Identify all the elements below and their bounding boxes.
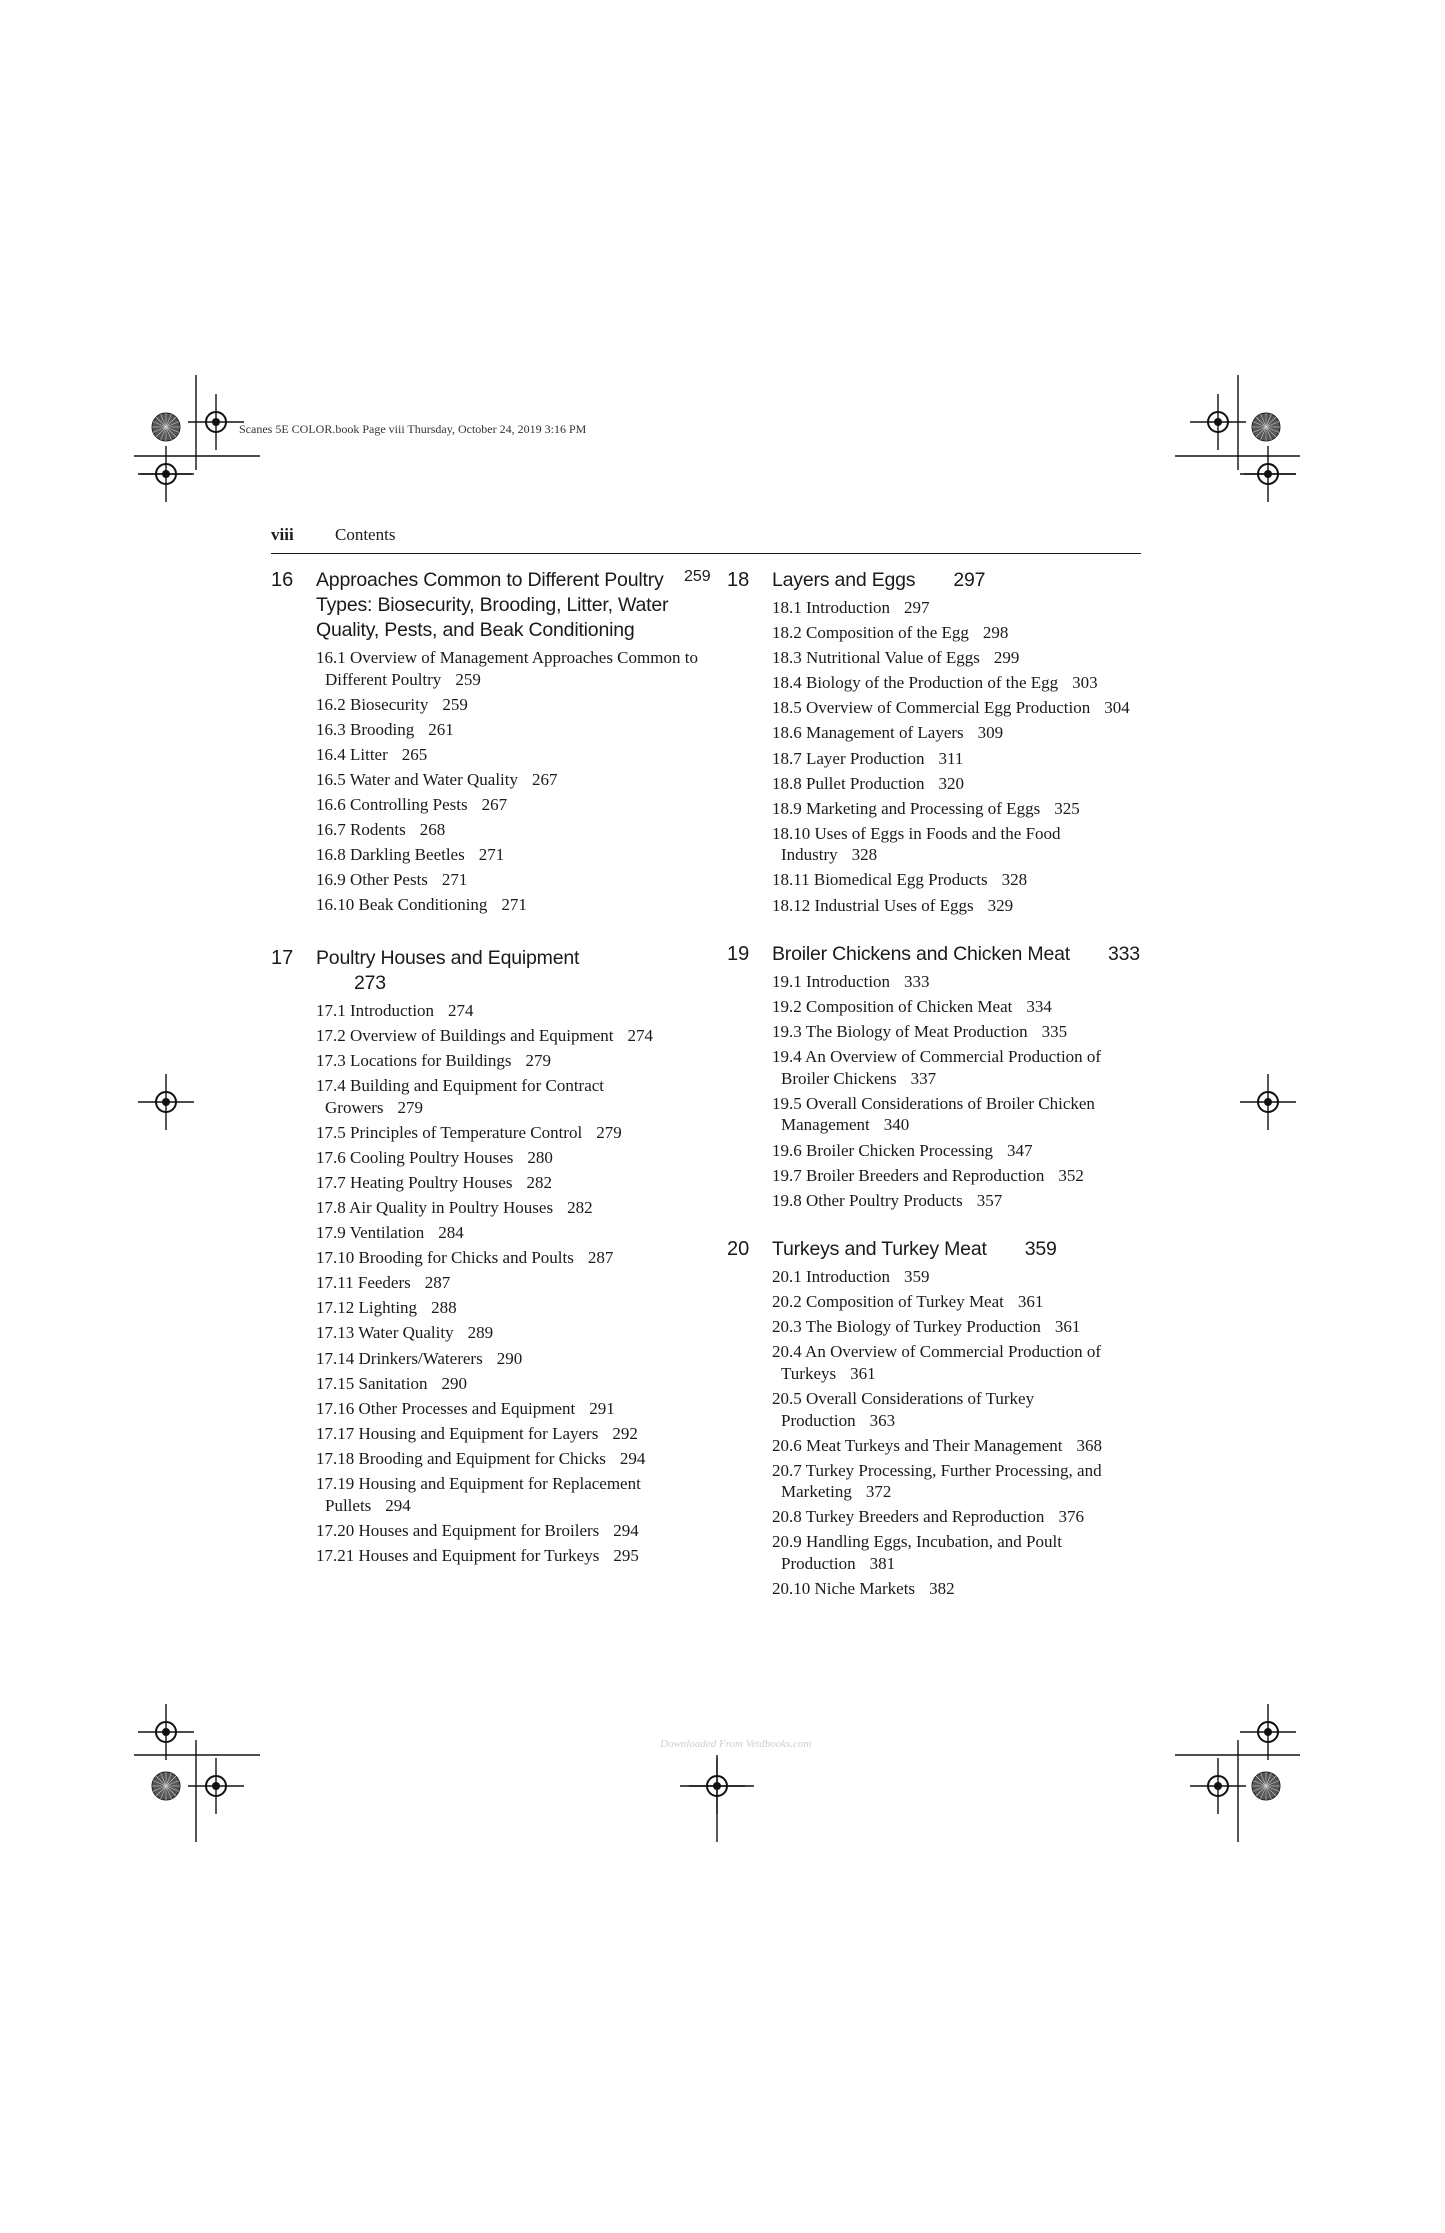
toc-entry-page: 265 xyxy=(401,744,428,764)
toc-entry-page: 309 xyxy=(977,723,1004,743)
toc-entry-page: 334 xyxy=(1026,997,1052,1017)
toc-entry-page: 267 xyxy=(532,769,558,789)
toc-entry-page: 333 xyxy=(904,972,930,992)
toc-entry-page: 361 xyxy=(1017,1292,1044,1312)
toc-entry-title: 18.3 Nutritional Value of Eggs xyxy=(772,648,980,668)
toc-entry-title: 20.3 The Biology of Turkey Production xyxy=(772,1317,1041,1337)
chapter-page-number: 359 xyxy=(1024,1238,1057,1261)
toc-entry-page: 299 xyxy=(993,648,1020,668)
chapter-page-number: 333 xyxy=(1107,943,1140,966)
toc-entry-title: 16.6 Controlling Pests xyxy=(316,794,468,814)
toc-entry-page: 291 xyxy=(589,1398,615,1418)
toc-entry-title: 17.6 Cooling Poultry Houses xyxy=(316,1147,514,1167)
chapter-number: 17 xyxy=(271,946,294,969)
chapter-page-number: 297 xyxy=(953,569,986,591)
folio-page-number: viii xyxy=(271,525,294,544)
toc-entry-title: 19.4 An Overview of Commercial Production of Broiler Chickens xyxy=(772,1047,1102,1088)
toc-entry-title: 16.5 Water and Water Quality xyxy=(316,769,518,789)
toc-entry-page: 271 xyxy=(478,845,505,865)
toc-entry-title: 18.2 Composition of the Egg xyxy=(772,623,969,643)
toc-entry-page: 288 xyxy=(431,1298,457,1318)
toc-entry-page: 298 xyxy=(982,623,1009,643)
toc-entry-page: 381 xyxy=(869,1553,896,1573)
toc-entry-page: 271 xyxy=(441,870,468,890)
toc-entry-page: 267 xyxy=(481,794,508,814)
toc-entry-title: 20.10 Niche Markets xyxy=(772,1579,916,1599)
toc-entry-title: 17.15 Sanitation xyxy=(316,1373,428,1393)
toc-entry-page: 284 xyxy=(438,1223,464,1243)
toc-entry-title: 17.1 Introduction xyxy=(316,1000,435,1020)
toc-entry-title: 17.14 Drinkers/Waterers xyxy=(316,1348,483,1368)
toc-entry-title: 19.3 The Biology of Meat Production xyxy=(772,1022,1028,1042)
toc-entry-page: 328 xyxy=(1001,870,1028,890)
toc-entry-page: 328 xyxy=(851,845,878,865)
toc-entry-title: 18.8 Pullet Production xyxy=(772,773,925,793)
toc-entry-title: 18.12 Industrial Uses of Eggs xyxy=(772,895,974,915)
toc-entry-title: 16.8 Darkling Beetles xyxy=(316,845,465,865)
toc-entry-title: 18.6 Management of Layers xyxy=(772,723,964,743)
registration-dot xyxy=(1214,418,1222,426)
toc-entry-title: 20.6 Meat Turkeys and Their Management xyxy=(772,1435,1063,1455)
toc-entry-page: 259 xyxy=(455,669,481,689)
toc-entry-title: 18.9 Marketing and Processing of Eggs xyxy=(772,798,1041,818)
toc-entry-title: 17.3 Locations for Buildings xyxy=(316,1051,512,1071)
toc-entry-title: 20.5 Overall Considerations of Turkey Production xyxy=(772,1389,1035,1430)
registration-dot xyxy=(212,1782,220,1790)
toc-entry-title: 20.1 Introduction xyxy=(772,1267,891,1287)
toc-entry-page: 268 xyxy=(419,820,446,840)
toc-entry-title: 17.2 Overview of Buildings and Equipment xyxy=(316,1025,614,1045)
registration-dot xyxy=(1214,1782,1222,1790)
toc-entry-title: 16.3 Brooding xyxy=(316,719,415,739)
toc-entry-page: 352 xyxy=(1058,1165,1084,1185)
toc-entry-page: 289 xyxy=(467,1323,494,1343)
toc-entry-title: 17.16 Other Processes and Equipment xyxy=(316,1398,576,1418)
toc-entry-title: 17.8 Air Quality in Poultry Houses xyxy=(316,1198,554,1217)
toc-entry-page: 279 xyxy=(596,1122,622,1142)
toc-entry-page: 294 xyxy=(619,1448,646,1468)
chapter-number: 19 xyxy=(727,943,750,966)
toc-entry-page: 363 xyxy=(869,1410,896,1430)
toc-entry-page: 280 xyxy=(527,1147,553,1167)
toc-entry-title: 17.21 Houses and Equipment for Turkeys xyxy=(316,1545,600,1565)
toc-entry-title: 17.17 Housing and Equipment for Layers xyxy=(316,1423,599,1443)
toc-entry-page: 282 xyxy=(526,1172,552,1192)
toc-entry-title: 17.4 Building and Equipment for Contract Growers xyxy=(316,1076,605,1117)
toc-entry-page: 261 xyxy=(428,719,454,739)
chapter-page-number: 259 xyxy=(684,568,711,585)
toc-entry-title: 16.9 Other Pests xyxy=(316,870,428,890)
toc-entry-page: 357 xyxy=(976,1190,1003,1210)
toc-entry-title: 17.18 Brooding and Equipment for Chicks xyxy=(316,1448,606,1468)
toc-entry-title: 18.11 Biomedical Egg Products xyxy=(772,870,988,890)
chapter-title-text: Poultry Houses and Equipment xyxy=(316,946,580,969)
toc-entry-title: 19.2 Composition of Chicken Meat xyxy=(772,997,1013,1017)
toc-entry-title: 16.1 Overview of Management Approaches Common to Different Poultry xyxy=(316,648,698,689)
toc-entry-page: 337 xyxy=(910,1068,937,1088)
toc-entry-title: 17.12 Lighting xyxy=(316,1298,418,1318)
toc-entry-page: 287 xyxy=(587,1248,614,1268)
toc-entry-title: 17.11 Feeders xyxy=(316,1273,411,1293)
registration-dot xyxy=(1264,1098,1272,1106)
registration-dot xyxy=(212,418,220,426)
toc-entry-title: 16.4 Litter xyxy=(316,744,388,764)
chapter-title-text: Turkeys and Turkey Meat xyxy=(772,1238,987,1261)
toc-entry-title: 20.4 An Overview of Commercial Production of Turkeys xyxy=(772,1342,1102,1383)
toc-entry-page: 311 xyxy=(938,748,964,768)
toc-entry-page: 320 xyxy=(938,773,965,793)
toc-entry-page: 372 xyxy=(865,1482,892,1502)
toc-entry-page: 287 xyxy=(424,1273,451,1293)
toc-entry-title: 19.5 Overall Considerations of Broiler Chicken Management xyxy=(772,1093,1095,1135)
running-head-title: Contents xyxy=(335,525,396,544)
chapter-number: 20 xyxy=(727,1238,750,1261)
toc-entry-page: 290 xyxy=(496,1348,523,1368)
toc-entry-title: 18.10 Uses of Eggs in Foods and the Food Industry xyxy=(772,823,1061,865)
toc-entry-title: 19.7 Broiler Breeders and Reproduction xyxy=(772,1165,1045,1185)
chapter-number: 16 xyxy=(271,569,294,591)
toc-entry-page: 361 xyxy=(1054,1317,1081,1337)
toc-entry-page: 325 xyxy=(1054,798,1080,818)
toc-entry-page: 304 xyxy=(1104,698,1130,718)
toc-entry-page: 282 xyxy=(567,1198,593,1217)
toc-entry-title: 19.1 Introduction xyxy=(772,972,891,992)
toc-entry-page: 279 xyxy=(397,1097,424,1117)
toc-entry-page: 274 xyxy=(448,1000,474,1020)
registration-dot xyxy=(162,1098,170,1106)
toc-entry-title: 16.2 Biosecurity xyxy=(316,694,429,714)
chapter-title-text: Broiler Chickens and Chicken Meat xyxy=(772,943,1070,966)
toc-entry-title: 17.7 Heating Poultry Houses xyxy=(316,1172,513,1192)
toc-entry-title: 17.10 Brooding for Chicks and Poults xyxy=(316,1248,574,1268)
toc-entry-page: 294 xyxy=(613,1520,639,1540)
toc-entry-title: 20.7 Turkey Processing, Further Processing, and Marketing xyxy=(772,1460,1102,1502)
toc-entry-page: 382 xyxy=(929,1579,955,1599)
toc-entry-title: 19.6 Broiler Chicken Processing xyxy=(772,1140,993,1160)
toc-entry-page: 274 xyxy=(627,1025,653,1045)
watermark: Downloaded From Vetdbooks.com xyxy=(660,1738,812,1750)
toc-entry-title: 18.4 Biology of the Production of the Egg xyxy=(772,673,1059,693)
chapter-title-text: Approaches Common to Different Poultry Types: Biosecurity, Brooding, Litter, Water Quality, Pests, and Beak Conditioning xyxy=(316,569,669,641)
chapter-title-text: Layers and Eggs xyxy=(772,569,916,591)
toc-entry-title: 19.8 Other Poultry Products xyxy=(772,1190,963,1210)
toc-entry-title: 17.9 Ventilation xyxy=(316,1223,425,1243)
registration-dot xyxy=(162,1728,170,1736)
toc-entry-page: 279 xyxy=(525,1051,551,1071)
toc-entry-page: 359 xyxy=(904,1267,930,1287)
toc-entry-page: 271 xyxy=(501,895,527,915)
toc-entry-page: 294 xyxy=(385,1495,411,1515)
toc-entry-title: 17.5 Principles of Temperature Control xyxy=(316,1122,583,1142)
toc-entry-page: 347 xyxy=(1006,1140,1033,1160)
toc-entry-title: 20.2 Composition of Turkey Meat xyxy=(772,1292,1004,1312)
toc-entry-title: 18.5 Overview of Commercial Egg Production xyxy=(772,698,1091,718)
toc-entry-title: 20.8 Turkey Breeders and Reproduction xyxy=(772,1507,1045,1527)
print-slug: Scanes 5E COLOR.book Page viii Thursday, October 24, 2019 3:16 PM xyxy=(239,422,587,436)
toc-entry-page: 259 xyxy=(442,694,468,714)
toc-entry-page: 368 xyxy=(1076,1435,1103,1455)
toc-entry-title: 18.7 Layer Production xyxy=(772,748,925,768)
toc-entry-title: 18.1 Introduction xyxy=(772,598,891,617)
toc-entry-title: 17.20 Houses and Equipment for Broilers xyxy=(316,1520,600,1540)
toc-entry-page: 335 xyxy=(1041,1022,1068,1042)
chapter-number: 18 xyxy=(727,569,750,591)
toc-entry-page: 376 xyxy=(1058,1507,1084,1527)
toc-entry-page: 292 xyxy=(612,1423,638,1443)
chapter-page-number: 273 xyxy=(354,971,386,994)
toc-entry-title: 17.13 Water Quality xyxy=(316,1323,454,1343)
toc-entry-page: 329 xyxy=(987,895,1014,915)
toc-entry-page: 303 xyxy=(1072,673,1098,693)
registration-dot xyxy=(1264,1728,1272,1736)
toc-entry-title: 20.9 Handling Eggs, Incubation, and Poult Production xyxy=(772,1532,1062,1573)
toc-entry-title: 17.19 Housing and Equipment for Replacement Pullets xyxy=(316,1474,641,1515)
toc-entry-title: 16.7 Rodents xyxy=(316,820,406,840)
toc-entry-title: 16.10 Beak Conditioning xyxy=(316,895,488,915)
toc-entry-page: 361 xyxy=(850,1363,876,1383)
toc-entry-page: 295 xyxy=(613,1545,639,1565)
toc-entry-page: 290 xyxy=(441,1373,467,1393)
toc-entry-page: 297 xyxy=(904,598,930,617)
toc-entry-page: 340 xyxy=(883,1115,910,1135)
